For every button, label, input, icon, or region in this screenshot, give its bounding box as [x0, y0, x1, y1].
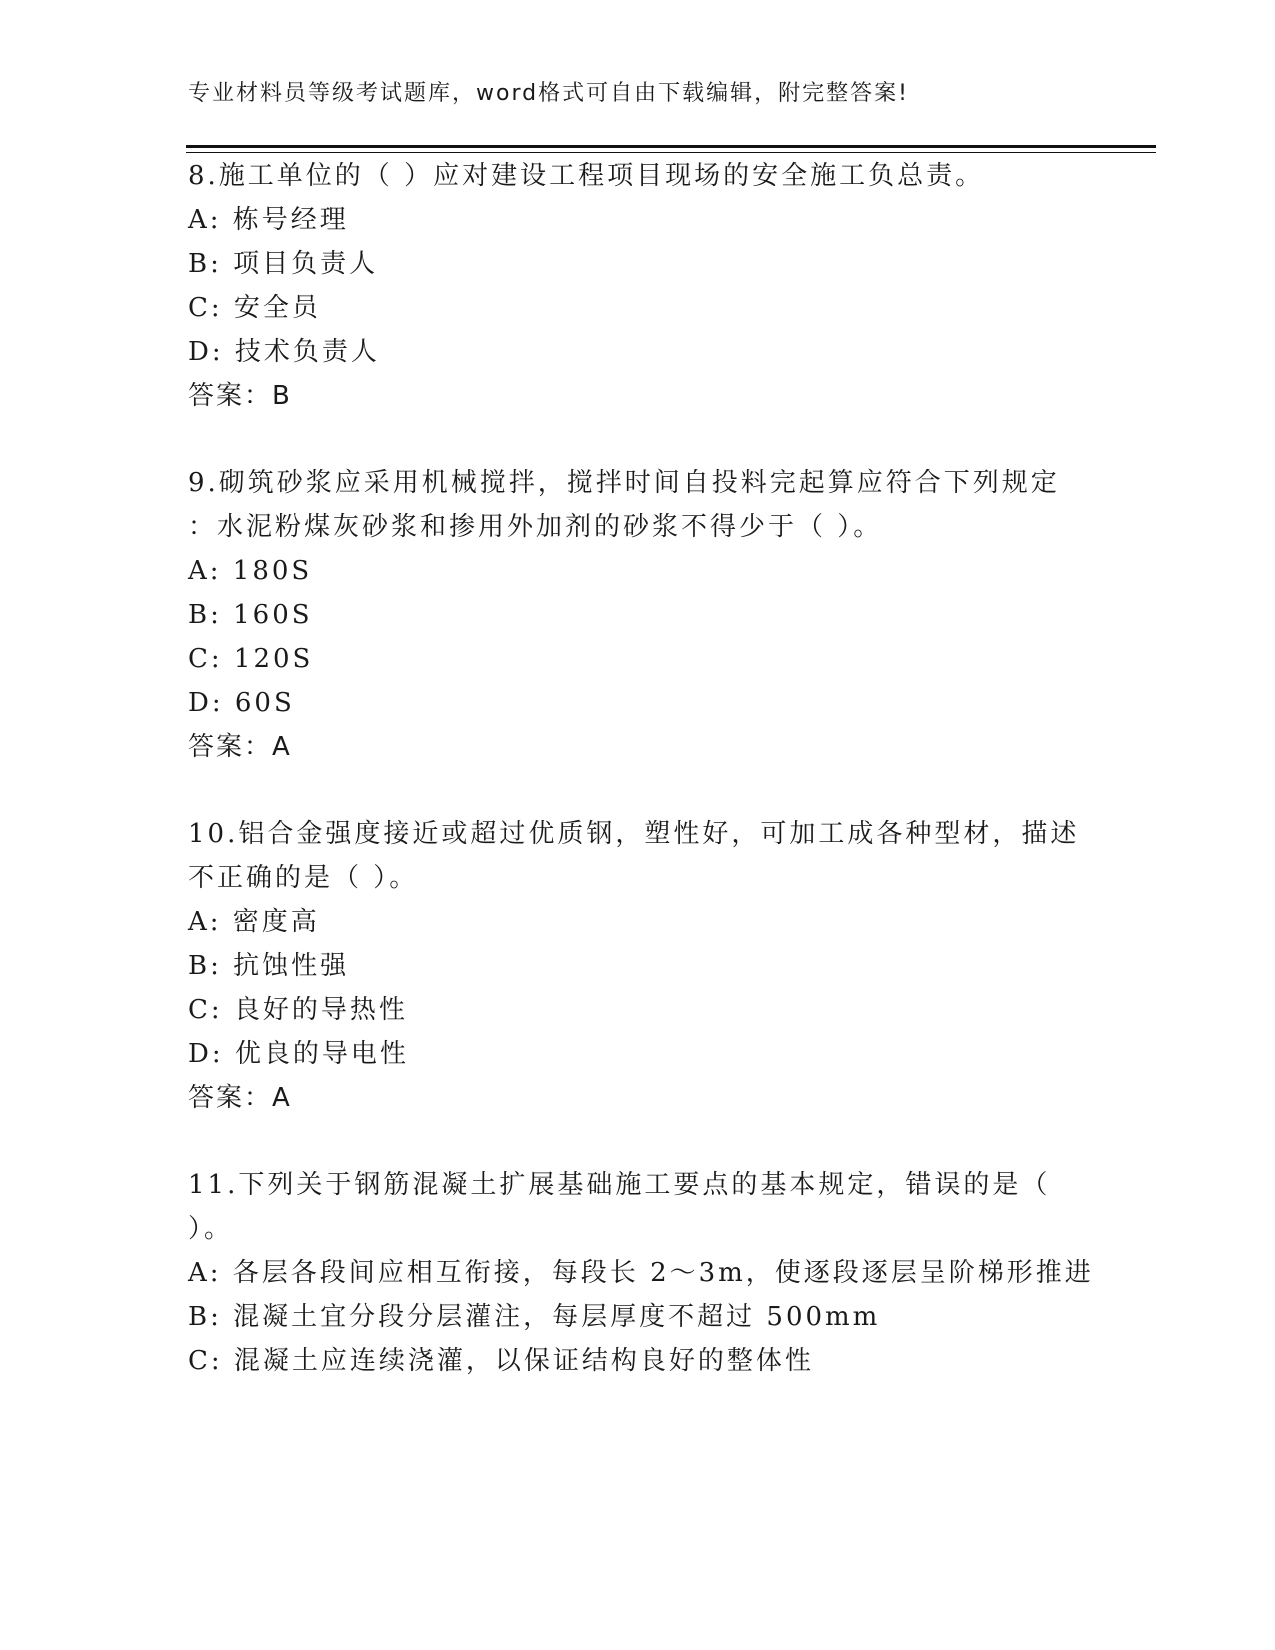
question-11-option-b: B: 混凝土宜分段分层灌注，每层厚度不超过 500mm [188, 1302, 881, 1332]
question-10-option-a: A: 密度高 [188, 907, 320, 937]
question-10-option-b: B: 抗蚀性强 [188, 951, 350, 981]
question-8-answer: 答案：B [188, 381, 292, 411]
question-11-stem-line-1: 11.下列关于钢筋混凝土扩展基础施工要点的基本规定，错误的是（ [188, 1170, 1051, 1200]
question-9-option-d: D: 60S [188, 688, 295, 718]
header-divider-thick [186, 145, 1156, 148]
header-divider-thin [186, 152, 1156, 153]
question-8-option-b: B: 项目负责人 [188, 249, 379, 279]
question-9-option-b: B: 160S [188, 600, 313, 630]
question-9-answer: 答案：A [188, 732, 292, 762]
question-8-stem: 8.施工单位的（ ）应对建设工程项目现场的安全施工负总责。 [188, 161, 985, 191]
question-11-option-c: C: 混凝土应连续浇灌，以保证结构良好的整体性 [188, 1346, 814, 1376]
question-9-option-a: A: 180S [188, 556, 313, 586]
question-9-stem-line-1: 9.砌筑砂浆应采用机械搅拌，搅拌时间自投料完起算应符合下列规定 [188, 468, 1060, 498]
question-8-option-c: C: 安全员 [188, 293, 321, 323]
question-8-option-a: A: 栋号经理 [188, 205, 349, 235]
question-9-stem-line-2: ：水泥粉煤灰砂浆和掺用外加剂的砂浆不得少于（ ）。 [188, 512, 883, 542]
page-header: 专业材料员等级考试题库，word格式可自由下载编辑，附完整答案! [188, 81, 909, 106]
question-8-option-d: D: 技术负责人 [188, 337, 380, 367]
question-10-option-c: C: 良好的导热性 [188, 995, 408, 1025]
question-11-option-a: A: 各层各段间应相互衔接，每段长 2～3m，使逐段逐层呈阶梯形推进 [188, 1258, 1094, 1288]
question-10-answer: 答案：A [188, 1083, 292, 1113]
question-10-stem-line-2: 不正确的是（ ）。 [188, 863, 419, 893]
question-9-option-c: C: 120S [188, 644, 314, 674]
question-10-stem-line-1: 10.铝合金强度接近或超过优质钢，塑性好，可加工成各种型材，描述 [188, 819, 1080, 849]
question-10-option-d: D: 优良的导电性 [188, 1039, 409, 1069]
question-11-stem-line-2: ）。 [188, 1214, 234, 1244]
